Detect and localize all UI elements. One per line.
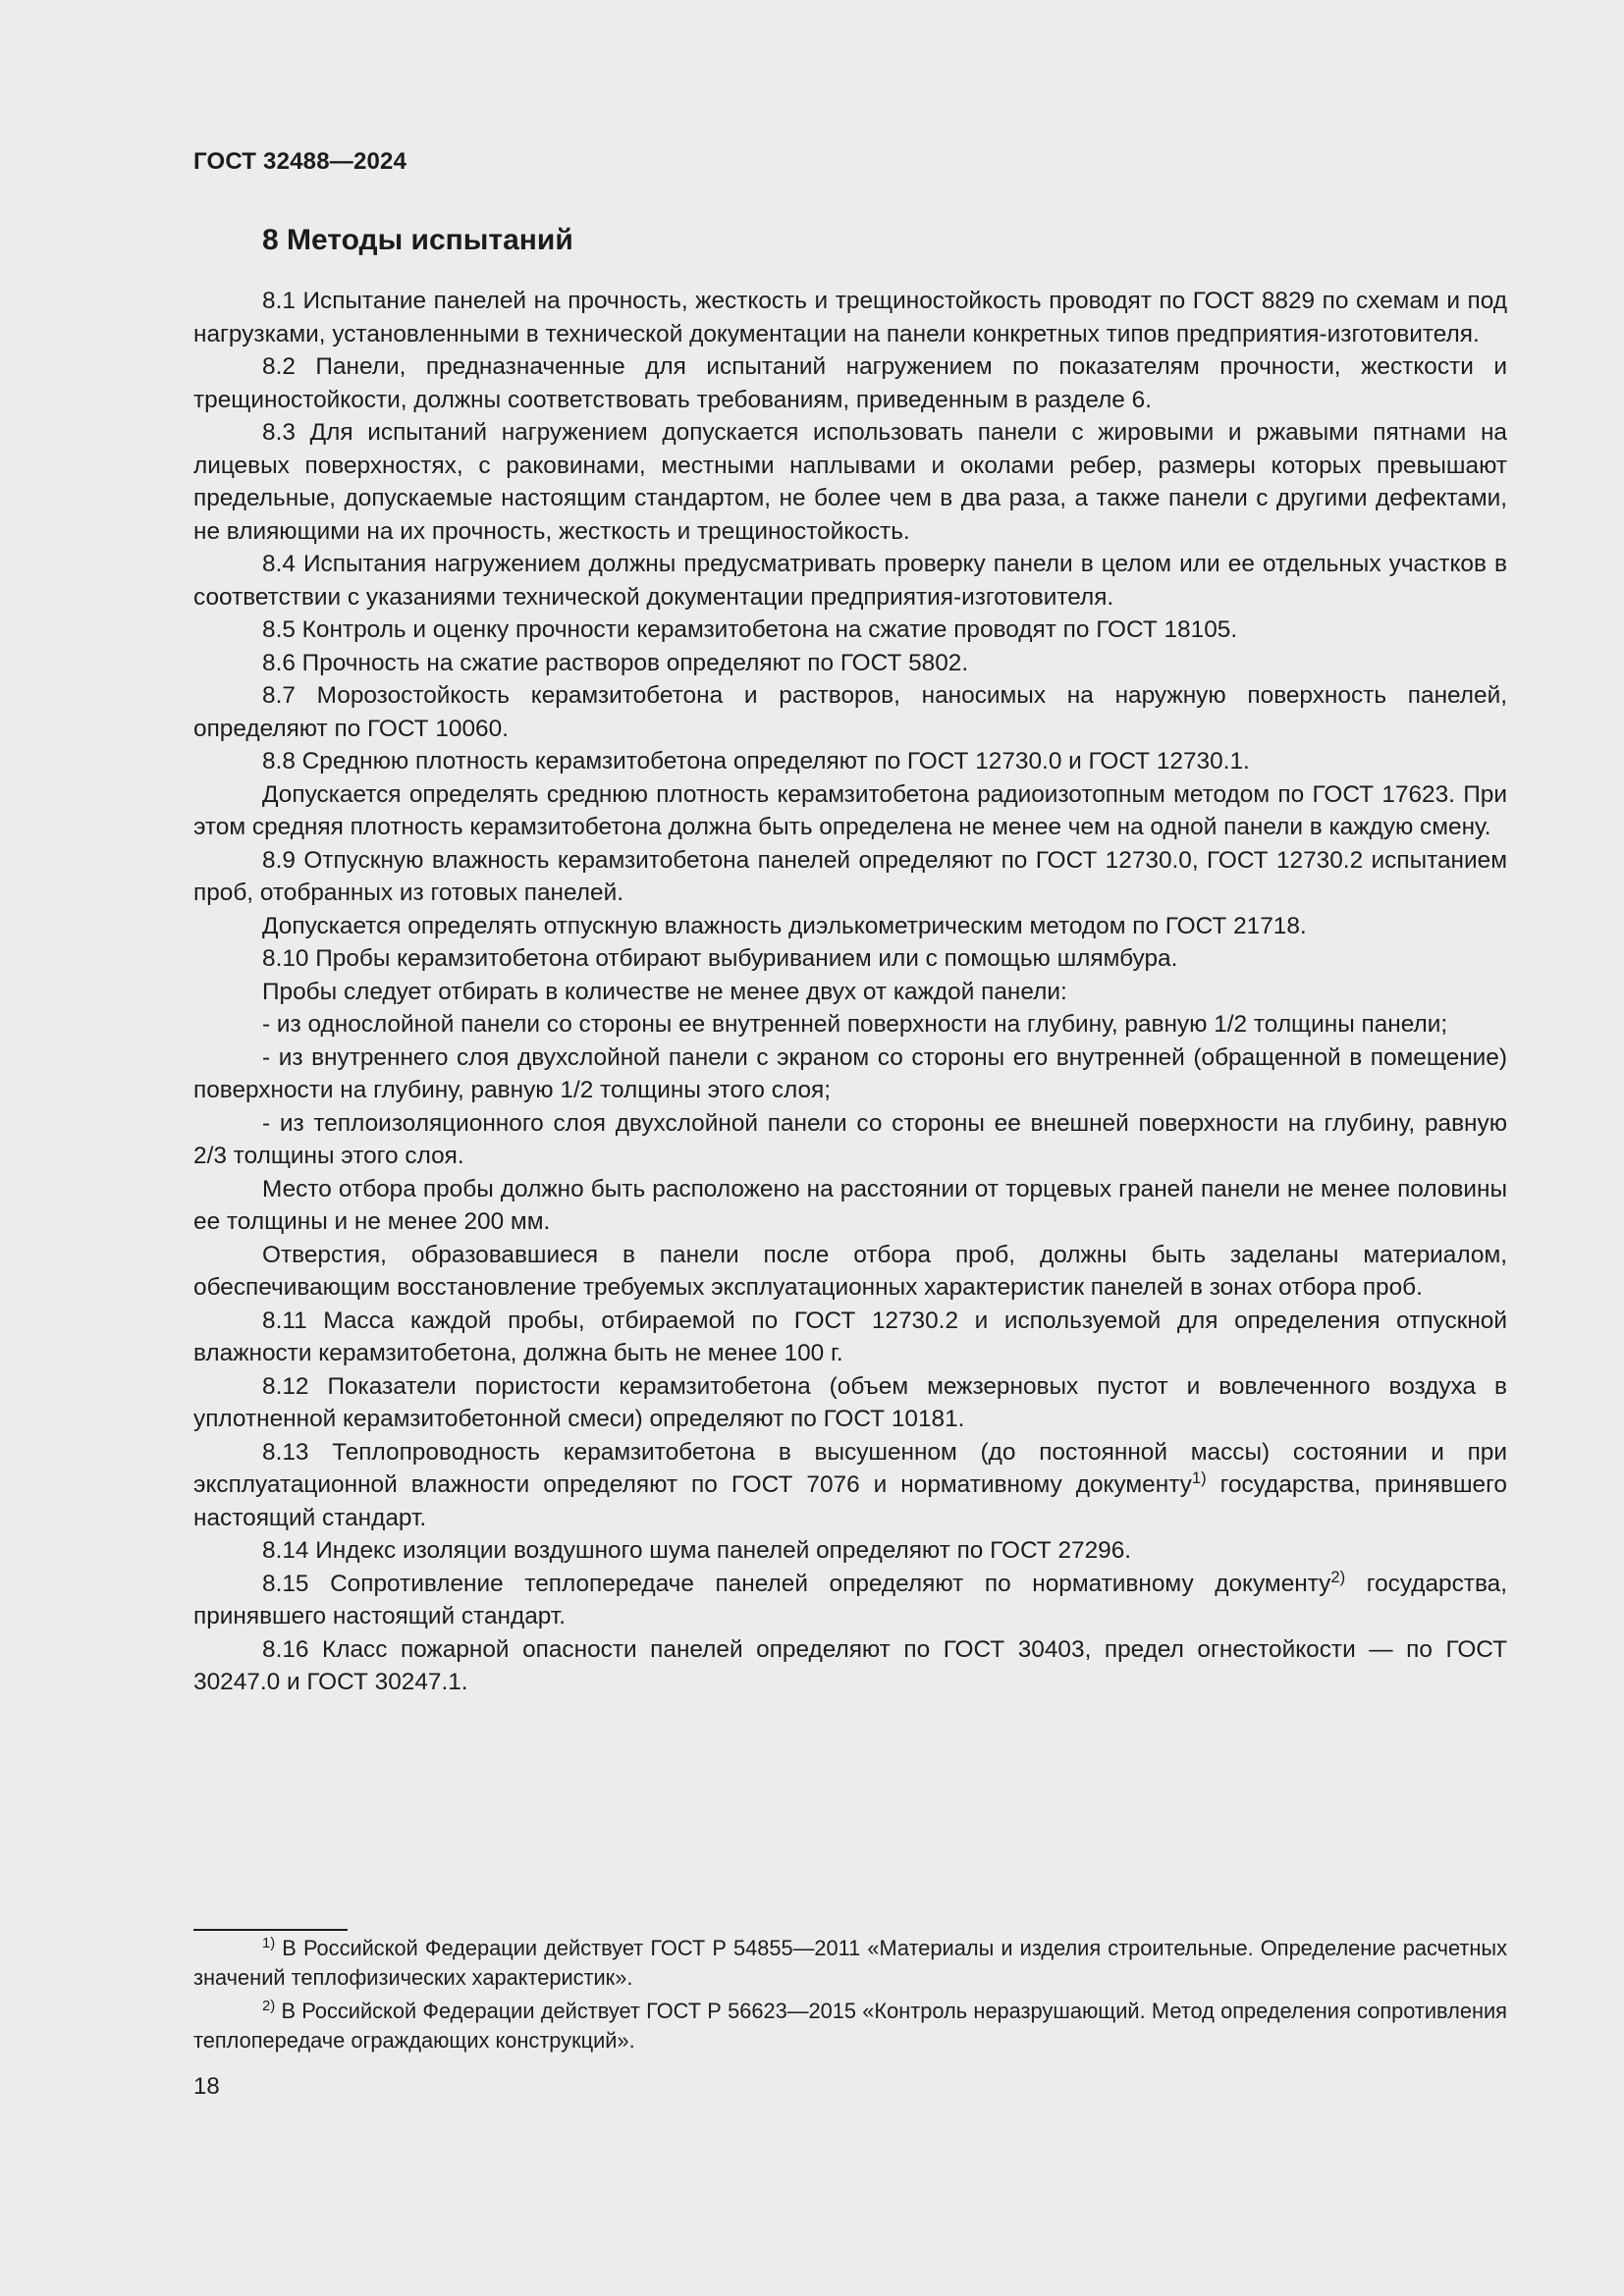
footnote-ref-2: 2) [1330, 1567, 1346, 1586]
paragraph-8-5: 8.5 Контроль и оценку прочности керамзитобетона на сжатие проводят по ГОСТ 18105. [262, 616, 1238, 643]
paragraph-8-15-text-end: государства, принявшего настоящий стандарт. [193, 1570, 1507, 1629]
list-item-single-layer: - из однослойной панели со стороны ее внутренней поверхности на глубину, равную 1/2 толщины панели; [262, 1011, 1448, 1038]
paragraph-8-11: 8.11 Масса каждой пробы, отбираемой по ГОСТ 12730.2 и используемой для определения отпускной влажности керамзитобетона, должна быть не менее 100 г. [193, 1307, 1507, 1366]
paragraph-8-14: 8.14 Индекс изоляции воздушного шума панелей определяют по ГОСТ 27296. [262, 1537, 1132, 1564]
footnotes [193, 1934, 1507, 2059]
document-page [193, 0, 1507, 2296]
footnote-ref-1: 1) [1191, 1468, 1207, 1487]
document-header-code: ГОСТ 32488—2024 [193, 148, 407, 175]
footnote-2-mark: 2) [262, 1998, 276, 2014]
paragraph-8-13-text-end: государства, принявшего настоящий стандарт. [193, 1471, 1508, 1531]
section-title: 8 Методы испытаний [262, 224, 573, 256]
paragraph-8-10-intro: Пробы следует отбирать в количестве не менее двух от каждой панели: [262, 978, 1067, 1005]
paragraph-8-8-note: Допускается определять среднюю плотность керамзитобетона радиоизотопным методом по ГОСТ 17623. При этом средняя плотность керамзитобетона должна быть определена не менее чем на одной панели в каждую смену. [193, 780, 1507, 840]
footnote-1-mark: 1) [262, 1935, 276, 1951]
paragraph-8-7: 8.7 Морозостойкость керамзитобетона и растворов, наносимых на наружную поверхность панелей, определяют по ГОСТ 10060. [193, 682, 1507, 742]
section-body [193, 285, 1507, 1699]
paragraph-8-9-note: Допускается определять отпускную влажность диэлькометрическим методом по ГОСТ 21718. [262, 912, 1307, 939]
paragraph-holes-sealing: Отверстия, образовавшиеся в панели после отбора проб, должны быть заделаны материалом, обеспечивающим восстановление требуемых эксплуатационных характеристик панелей в зонах отбора проб. [193, 1241, 1507, 1301]
paragraph-8-8: 8.8 Среднюю плотность керамзитобетона определяют по ГОСТ 12730.0 и ГОСТ 12730.1. [262, 748, 1250, 774]
paragraph-8-3: 8.3 Для испытаний нагружением допускается использовать панели с жировыми и ржавыми пятнами на лицевых поверхностях, с раковинами, местными наплывами и околами ребер, размеры которых превышают предельные, допускаемые настоящим стандартом, не более чем в два раза, а также панели с другими дефектами, не влияющими на их прочность, жесткость и трещиностойкость. [193, 419, 1507, 545]
paragraph-sample-location: Место отбора пробы должно быть расположено на расстоянии от торцевых граней панели не менее половины ее толщины и не менее 200 мм. [193, 1175, 1507, 1235]
footnote-2 [193, 1997, 1507, 2056]
footnote-divider [193, 1929, 348, 1931]
paragraph-8-9: 8.9 Отпускную влажность керамзитобетона панелей определяют по ГОСТ 12730.0, ГОСТ 12730.2 испытанием проб, отобранных из готовых панелей. [193, 846, 1507, 906]
paragraph-8-13 [193, 1436, 1507, 1535]
footnote-1-text: В Российской Федерации действует ГОСТ Р 54855—2011 «Материалы и изделия строительные. Определение расчетных значений теплофизических характеристик». [193, 1936, 1507, 1990]
paragraph-8-10: 8.10 Пробы керамзитобетона отбирают выбуриванием или с помощью шлямбура. [262, 945, 1178, 972]
paragraph-8-16: 8.16 Класс пожарной опасности панелей определяют по ГОСТ 30403, предел огнестойкости — по ГОСТ 30247.0 и ГОСТ 30247.1. [193, 1635, 1507, 1695]
paragraph-8-2: 8.2 Панели, предназначенные для испытаний нагружением по показателям прочности, жесткости и трещиностойкости, должны соответствовать требованиям, приведенным в разделе 6. [193, 353, 1507, 413]
paragraph-8-1: 8.1 Испытание панелей на прочность, жесткость и трещиностойкость проводят по ГОСТ 8829 по схемам и под нагрузками, установленными в технической документации на панели конкретных типов предприятия-изготовителя. [193, 288, 1507, 347]
list-item-insulation-layer: - из теплоизоляционного слоя двухслойной панели со стороны ее внешней поверхности на глубину, равную 2/3 толщины этого слоя. [193, 1109, 1507, 1169]
footnote-2-text: В Российской Федерации действует ГОСТ Р 56623—2015 «Контроль неразрушающий. Метод определения сопротивления теплопередаче ограждающих конструкций». [193, 1999, 1507, 2053]
paragraph-8-4: 8.4 Испытания нагружением должны предусматривать проверку панели в целом или ее отдельных участков в соответствии с указаниями технической документации предприятия-изготовителя. [193, 551, 1507, 611]
paragraph-8-15 [193, 1568, 1507, 1633]
paragraph-8-13-text: 8.13 Теплопроводность керамзитобетона в высушенном (до постоянной массы) состоянии и при эксплуатационной влажности определяют по ГОСТ 7076 и нормативному документу [193, 1438, 1507, 1498]
paragraph-8-6: 8.6 Прочность на сжатие растворов определяют по ГОСТ 5802. [262, 649, 969, 676]
footnote-1 [193, 1934, 1507, 1993]
paragraph-8-15-text: 8.15 Сопротивление теплопередаче панелей определяют по нормативному документу [262, 1570, 1331, 1597]
paragraph-8-12: 8.12 Показатели пористости керамзитобетона (объем межзерновых пустот и вовлеченного воздуха в уплотненной керамзитобетонной смеси) определяют по ГОСТ 10181. [193, 1372, 1507, 1432]
list-item-inner-layer: - из внутреннего слоя двухслойной панели с экраном со стороны его внутренней (обращенной в помещение) поверхности на глубину, равную 1/2 толщины этого слоя; [193, 1043, 1507, 1103]
page-number: 18 [193, 2073, 220, 2100]
